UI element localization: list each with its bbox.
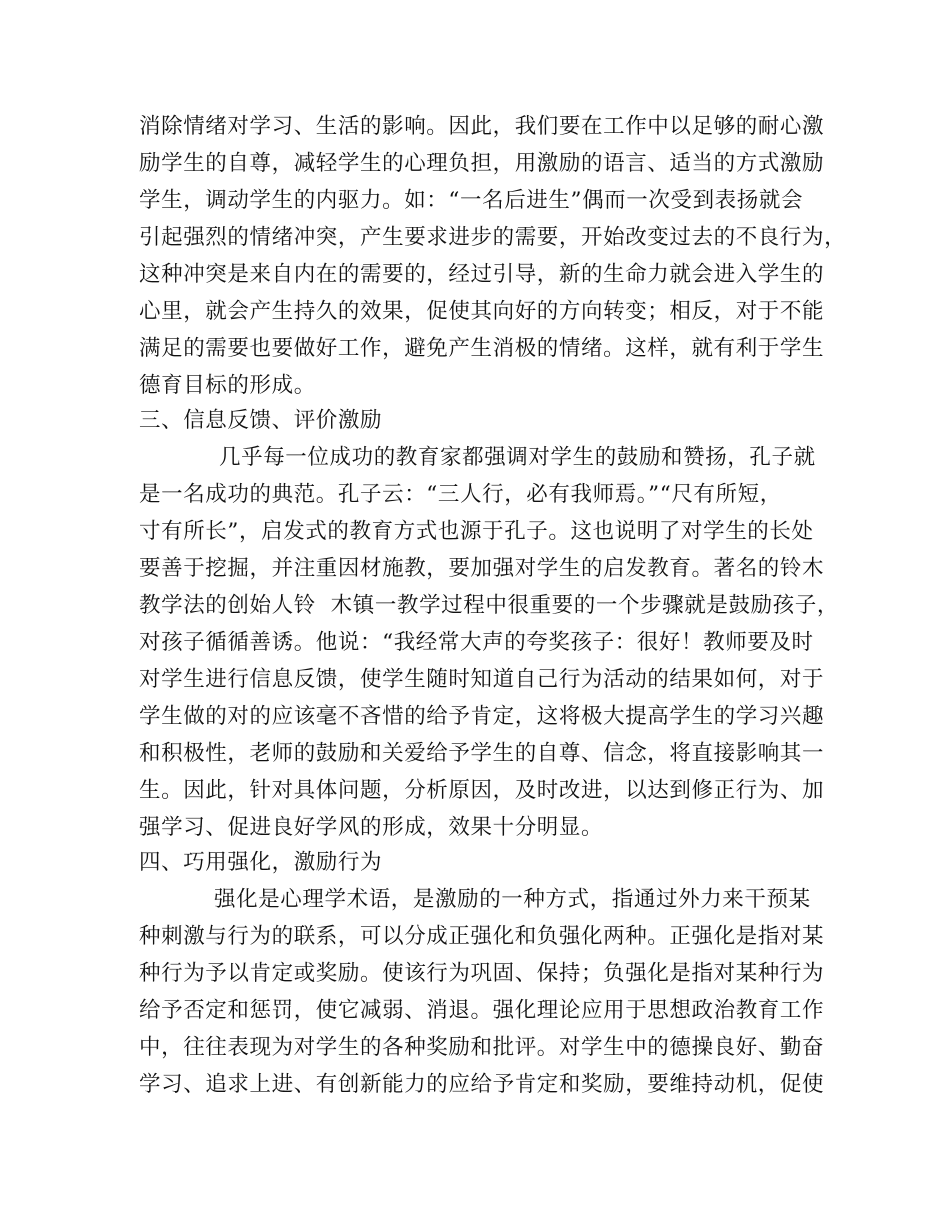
text-line: 德育目标的形成。 [139, 373, 316, 398]
text-line: 给予否定和惩罚，使它减弱、消退。强化理论应用于思想政治教育工作 [139, 998, 825, 1023]
text-line: 中，往往表现为对学生的各种奖励和批评。对学生中的德操良好、勤奋 [139, 1035, 825, 1060]
paragraph-first-line: 强化是心理学术语，是激励的一种方式，指通过外力来干预某 [214, 887, 811, 912]
text-line: 和积极性，老师的鼓励和关爱给予学生的自尊、信念，将直接影响其一 [139, 741, 825, 766]
text-line: 引起强烈的情绪冲突，产生要求进步的需要，开始改变过去的不良行为， [139, 225, 847, 250]
text-line: 对孩子循循善诱。他说：“我经常大声的夸奖孩子：很好！教师要及时 [139, 630, 814, 655]
paragraph-first-line: 几乎每一位成功的教育家都强调对学生的鼓励和赞扬，孔子就 [219, 445, 816, 470]
text-line: 种刺激与行为的联系，可以分成正强化和负强化两种。正强化是指对某 [139, 924, 825, 949]
text-line: 种行为予以肯定或奖励。使该行为巩固、保持；负强化是指对某种行为 [139, 961, 825, 986]
text-line: 寸有所长”，启发式的教育方式也源于孔子。这也说明了对学生的长处 [139, 519, 814, 544]
text-line: 对学生进行信息反馈，使学生随时知道自己行为活动的结果如何，对于 [139, 667, 825, 692]
text-line: 满足的需要也要做好工作，避免产生消极的情绪。这样，就有利于学生 [139, 336, 825, 361]
text-line: 生。因此，针对具体问题，分析原因，及时改进，以达到修正行为、加 [139, 778, 825, 803]
text-line: 学生，调动学生的内驱力。如：“一名后进生”偶而一次受到表扬就会 [139, 188, 804, 213]
text-line: 学习、追求上进、有创新能力的应给予肯定和奖励，要维持动机，促使 [139, 1072, 825, 1097]
text-line: 学生做的对的应该毫不吝惜的给予肯定，这将极大提高学生的学习兴趣 [139, 704, 825, 729]
text-line: 消除情绪对学习、生活的影响。因此，我们要在工作中以足够的耐心激 [139, 114, 825, 139]
section-heading: 三、信息反馈、评价激励 [139, 408, 383, 433]
text-line: 励学生的自尊，减轻学生的心理负担，用激励的语言、适当的方式激励 [139, 151, 825, 176]
section-heading: 四、巧用强化，激励行为 [139, 850, 383, 875]
text-line: 要善于挖掘，并注重因材施教，要加强对学生的启发教育。著名的铃木 [139, 556, 825, 581]
text-line: 是一名成功的典范。孔子云：“三人行，必有我师焉。”“尺有所短， [139, 482, 782, 507]
text-line: 心里，就会产生持久的效果，促使其向好的方向转变；相反，对于不能 [139, 299, 825, 324]
text-line: 强学习、促进良好学风的形成，效果十分明显。 [139, 815, 604, 840]
text-line: 教学法的创始人铃 木镇一教学过程中很重要的一个步骤就是鼓励孩子， [139, 593, 839, 618]
text-line: 这种冲突是来自内在的需要的，经过引导，新的生命力就会进入学生的 [139, 262, 825, 287]
